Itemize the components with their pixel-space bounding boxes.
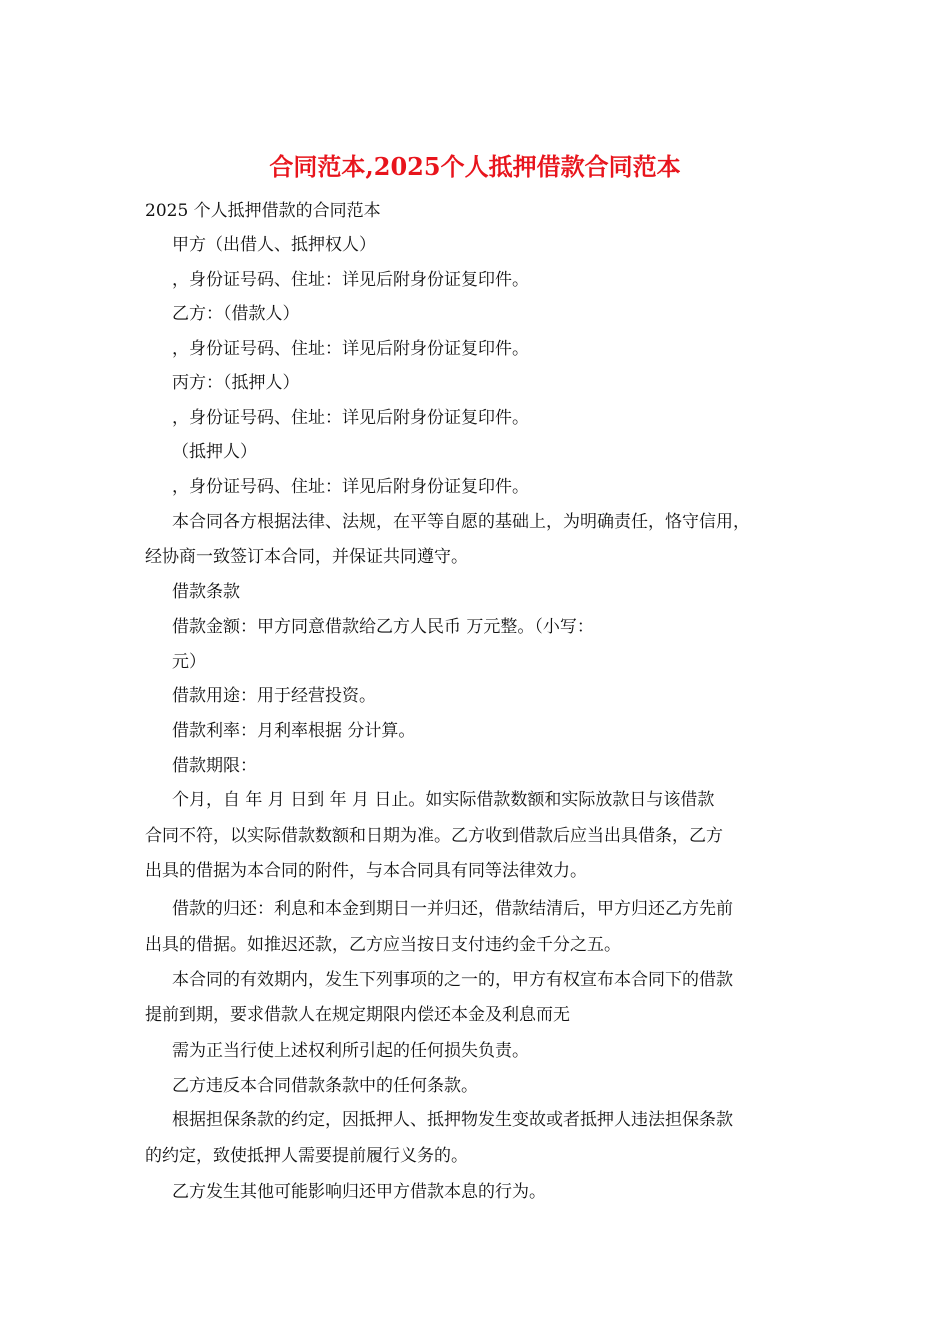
breach-item-1: 乙方违反本合同借款条款中的任何条款。 [172,1076,478,1096]
mortgagor-label: （抵押人） [172,442,257,462]
document-title: 合同范本,2025个人抵押借款合同范本 [269,152,681,181]
section-heading-loan-terms: 借款条款 [172,582,240,602]
loan-amount-unit-line: 元） [172,652,206,672]
breach-item-2-line-2: 的约定，致使抵押人需要提前履行义务的。 [145,1146,468,1166]
loan-term-label: 借款期限： [172,756,257,776]
party-a-label: 甲方（出借人、抵押权人） [172,235,376,255]
acceleration-line-2: 提前到期，要求借款人在规定期限内偿还本金及利息而无 [145,1005,570,1025]
preamble-line-1: 本合同各方根据法律、法规，在平等自愿的基础上，为明确责任，恪守信用， [172,512,750,532]
party-c-id-line: ，身份证号码、住址：详见后附身份证复印件。 [172,408,529,428]
acceleration-line-1: 本合同的有效期内，发生下列事项的之一的，甲方有权宣布本合同下的借款 [172,970,733,990]
loan-purpose-line: 借款用途：用于经营投资。 [172,686,376,706]
preamble-line-2: 经协商一致签订本合同，并保证共同遵守。 [145,547,468,567]
loan-term-line-2: 合同不符，以实际借款数额和日期为准。乙方收到借款后应当出具借条，乙方 [145,826,723,846]
repayment-line-1: 借款的归还：利息和本金到期日一并归还，借款结清后，甲方归还乙方先前 [172,899,733,919]
acceleration-line-3: 需为正当行使上述权利所引起的任何损失负责。 [172,1041,529,1061]
party-b-id-line: ，身份证号码、住址：详见后附身份证复印件。 [172,339,529,359]
party-a-id-line: ，身份证号码、住址：详见后附身份证复印件。 [172,270,529,290]
loan-amount-line: 借款金额：甲方同意借款给乙方人民币 万元整。（小写： [172,617,594,637]
loan-rate-line: 借款利率：月利率根据 分计算。 [172,721,416,741]
doc-heading: 2025 个人抵押借款的合同范本 [145,201,381,221]
loan-term-line-3: 出具的借据为本合同的附件，与本合同具有同等法律效力。 [145,861,587,881]
breach-item-2-line-1: 根据担保条款的约定，因抵押人、抵押物发生变故或者抵押人违法担保条款 [172,1110,733,1130]
repayment-line-2: 出具的借据。如推迟还款，乙方应当按日支付违约金千分之五。 [145,935,621,955]
mortgagor-id-line: ，身份证号码、住址：详见后附身份证复印件。 [172,477,529,497]
party-c-label: 丙方：（抵押人） [172,373,300,393]
loan-term-line-1: 个月，自 年 月 日到 年 月 日止。如实际借款数额和实际放款日与该借款 [172,790,715,810]
breach-item-3: 乙方发生其他可能影响归还甲方借款本息的行为。 [172,1182,546,1202]
party-b-label: 乙方：（借款人） [172,304,300,324]
